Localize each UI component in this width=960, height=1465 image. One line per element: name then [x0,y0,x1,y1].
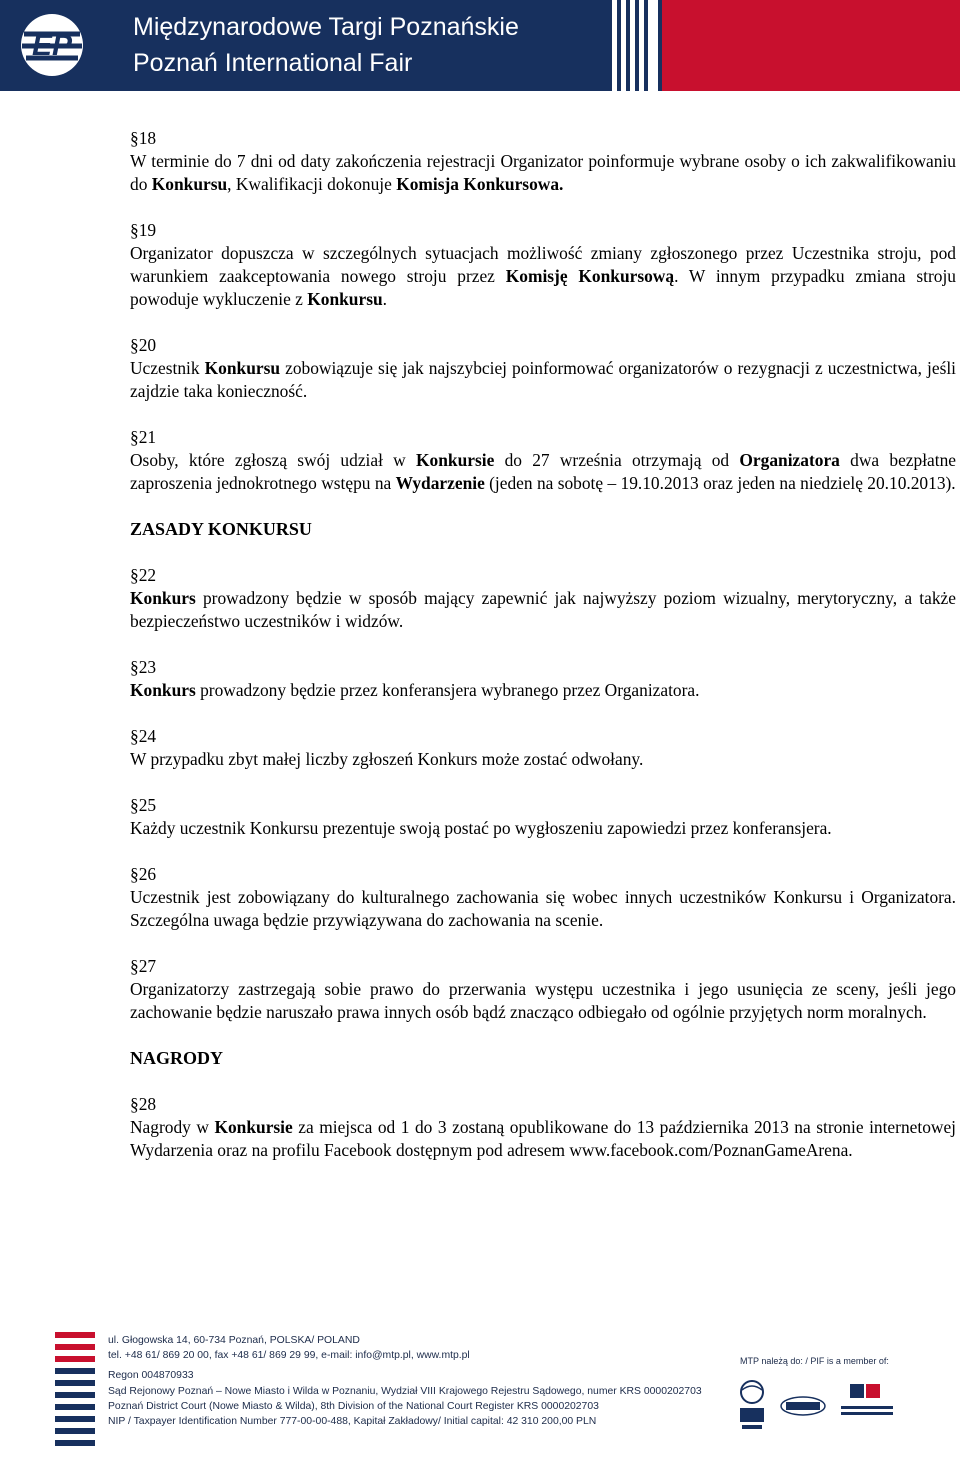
footer-company-info [108,1333,728,1429]
section-text: Uczestnik Konkursu zobowiązuje się jak najszybciej poinformować organizatorów o rezygnacji z uczestnictwa, jeśli zajdzie taka konieczność. [130,358,957,401]
section-number: §27 [130,956,157,976]
section-number: §23 [130,657,157,677]
paragraph-s22 [130,564,956,633]
paragraph-s20 [130,334,956,403]
member-label: MTP należą do: / PIF is a member of: [740,1356,889,1366]
footer-court-en: Poznań District Court (Nowe Miasto & Wilda), 8th Division of the National Court Register KRS 0000202703 [108,1400,599,1412]
section-number: §21 [130,427,157,447]
section-text: Nagrody w Konkursie za miejsca od 1 do 3 zostaną opublikowane do 13 października 2013 na stronie internetowej Wydarzenia oraz na profilu Facebook dostępnym pod adresem www.facebook.com/PoznanGameArena. [130,1117,956,1160]
heading-prizes: NAGRODY [130,1048,223,1068]
section-text: Konkurs prowadzony będzie w sposób mający zapewnić jak najwyższy poziom wizualny, merytoryczny, a także bezpieczeństwo uczestników i widzów. [130,588,956,631]
section-number: §22 [130,565,157,585]
section-text: Konkurs prowadzony będzie przez konferansjera wybranego przez Organizatora. [130,680,700,700]
footer-address: ul. Głogowska 14, 60-734 Poznań, POLSKA/ POLAND [108,1335,360,1346]
paragraph-s19 [130,219,956,311]
footer-nip: NIP / Taxpayer Identification Number 777-00-00-488, Kapitał Zakładowy/ Initial capital: 42 310 200,00 PLN [108,1415,597,1427]
footer-stripes-decoration [55,1332,95,1450]
heading-rules: ZASADY KONKURSU [130,519,312,539]
section-text: Każdy uczestnik Konkursu prezentuje swoją postać po wygłoszeniu zapowiedzi przez konferansjera. [130,818,832,838]
section-text: Organizatorzy zastrzegają sobie prawo do przerwania występu uczestnika i jego usunięcia ze sceny, jeśli jego zachowanie będzie naruszało prawa innych osób bądź znacząco odbiegało od ogólnie przyjętych norm moralnych. [130,979,956,1022]
header-title-pl: Międzynarodowe Targi Poznańskie [133,13,519,41]
polish-chamber-logo-icon [841,1384,893,1415]
ufi-member-logo-icon [740,1381,764,1429]
section-text: Osoby, które zgłoszą swój udział w Konkursie do 27 września otrzymają od Organizatora dwa bezpłatne zaproszenia jednokrotnego wstępu na Wydarzenie (jeden na sobotę – 19.10.2013 oraz jeden na niedzielę 20.10.2013). [130,450,957,493]
header-stripes-decoration [612,0,960,91]
mtp-globe-logo-icon [16,12,88,78]
paragraph-s28 [130,1093,956,1162]
membership-badges [738,1378,898,1438]
paragraph-s23 [130,656,956,702]
header-title-en: Poznań International Fair [133,49,413,77]
regulations-text [130,127,956,1185]
section-number: §25 [130,795,157,815]
section-text: W przypadku zbyt małej liczby zgłoszeń Konkurs może zostać odwołany. [130,749,644,769]
paragraph-s25 [130,794,956,840]
section-number: §19 [130,220,157,240]
section-number: §18 [130,128,157,148]
section-number: §26 [130,864,157,884]
footer-regon: Regon 004870933 [108,1370,194,1382]
section-number: §20 [130,335,157,355]
section-text: W terminie do 7 dni od daty zakończenia rejestracji Organizator poinformuje wybrane osoby o ich zakwalifikowaniu do Konkursu, Kwalifikacji dokonuje Komisja Konkursowa. [130,151,956,194]
page-footer [0,1320,960,1465]
paragraph-s21 [130,426,956,495]
section-text: Uczestnik jest zobowiązany do kulturalnego zachowania się wobec innych uczestników Konkursu i Organizatora. Szczególna uwaga będzie przywiązywana do zachowania na scenie. [130,887,956,930]
centrex-logo-icon [781,1397,825,1415]
page-header [0,0,960,91]
section-text: Organizator dopuszcza w szczególnych sytuacjach możliwość zmiany zgłoszonego przez Uczestnika stroju, pod warunkiem zaakceptowania nowego stroju przez Komisję Konkursową. W innym przypadku zmiana stroju powoduje wykluczenie z Konkursu. [130,243,957,309]
footer-contact: tel. +48 61/ 869 20 00, fax +48 61/ 869 29 99, e-mail: info@mtp.pl, www.mtp.pl [108,1350,470,1362]
section-number: §28 [130,1094,157,1114]
paragraph-s26 [130,863,956,932]
svg-text:EP: EP [31,29,73,62]
footer-court-pl: Sąd Rejonowy Poznań – Nowe Miasto i Wilda w Poznaniu, Wydział VIII Krajowego Rejestru Sądowego, numer KRS 0000202703 [108,1385,702,1397]
paragraph-s18 [130,127,956,196]
paragraph-s24 [130,725,956,771]
section-number: §24 [130,726,157,746]
paragraph-s27 [130,955,956,1024]
